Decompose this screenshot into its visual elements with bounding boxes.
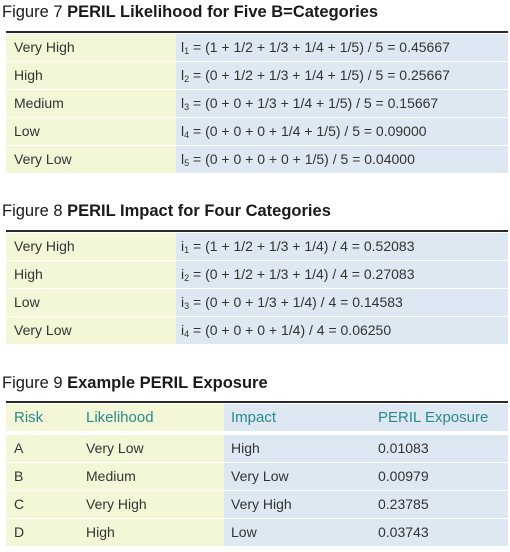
formula-expression: = (1 + 1/2 + 1/3 + 1/4) / 4 = 0.52083 — [189, 238, 415, 254]
right-bg — [224, 519, 508, 546]
formula-symbol: i — [181, 322, 185, 338]
formula — [181, 118, 427, 145]
formula-subscript: 2 — [184, 74, 190, 84]
table-cell: Very High — [86, 496, 147, 512]
left-bg — [6, 519, 224, 546]
formula-expression: = (0 + 0 + 0 + 0 + 1/5) / 5 = 0.04000 — [189, 151, 415, 167]
formula — [181, 233, 414, 260]
table-cell: 0.01083 — [378, 440, 429, 456]
row-label: Low — [14, 294, 40, 310]
table-cell: 0.23785 — [378, 496, 429, 512]
formula-expression: = (0 + 0 + 1/3 + 1/4) / 4 = 0.14583 — [189, 294, 403, 310]
column-header: Impact — [231, 409, 277, 426]
table-row — [6, 463, 508, 491]
table-cell: A — [14, 440, 24, 456]
formula-symbol: l — [181, 67, 185, 83]
table-row — [6, 146, 508, 174]
table-cell: C — [14, 496, 25, 512]
formula-expression: = (0 + 1/2 + 1/3 + 1/4) / 4 = 0.27083 — [189, 266, 415, 282]
column-header: Likelihood — [86, 409, 154, 426]
figure-9-title — [2, 374, 268, 393]
table-row — [6, 90, 508, 118]
table-row — [6, 317, 508, 345]
formula-subscript: 1 — [184, 46, 190, 56]
column-header: PERIL Exposure — [378, 409, 489, 426]
formula — [181, 289, 403, 316]
right-bg — [224, 435, 508, 462]
row-label: Medium — [14, 95, 64, 111]
formula — [181, 90, 438, 117]
formula-expression: = (0 + 0 + 1/3 + 1/4 + 1/5) / 5 = 0.15667 — [189, 95, 439, 111]
formula-subscript: 1 — [184, 245, 190, 255]
figure-8-number: Figure 8 — [2, 202, 63, 220]
figure-8-caption: PERIL Impact for Four Categories — [67, 202, 331, 220]
formula — [181, 146, 415, 173]
formula-subscript: 4 — [184, 329, 190, 339]
figure-8-rule — [6, 230, 508, 232]
table-cell: High — [86, 524, 115, 540]
formula-subscript: 2 — [184, 273, 190, 283]
table-cell: Medium — [86, 468, 136, 484]
formula — [181, 34, 450, 61]
table-cell: 0.03743 — [378, 524, 429, 540]
figure-7-number: Figure 7 — [2, 3, 63, 21]
table-row — [6, 289, 508, 317]
figure-7-rule — [6, 31, 508, 33]
table-row — [6, 435, 508, 463]
formula-expression: = (0 + 1/2 + 1/3 + 1/4 + 1/5) / 5 = 0.25667 — [189, 67, 450, 83]
table-row — [6, 491, 508, 519]
table-row — [6, 118, 508, 146]
formula — [181, 62, 450, 89]
formula-expression: = (1 + 1/2 + 1/3 + 1/4 + 1/5) / 5 = 0.45667 — [189, 39, 450, 55]
formula — [181, 317, 391, 344]
figure-7-title — [2, 3, 378, 22]
formula-symbol: i — [181, 238, 185, 254]
formula-subscript: 3 — [184, 102, 190, 112]
table-cell: 0.00979 — [378, 468, 429, 484]
formula-expression: = (0 + 0 + 0 + 1/4) / 4 = 0.06250 — [189, 322, 392, 338]
formula-subscript: 5 — [184, 158, 190, 168]
figure-7-caption: PERIL Likelihood for Five B=Categories — [67, 3, 379, 21]
table-row — [6, 34, 508, 62]
formula-symbol: l — [181, 95, 185, 111]
formula — [181, 261, 414, 288]
table-cell: D — [14, 524, 25, 540]
figure-8-title — [2, 202, 331, 221]
figure-9-caption: Example PERIL Exposure — [67, 374, 268, 392]
formula-symbol: l — [181, 151, 185, 167]
table-row — [6, 62, 508, 90]
row-label: Very High — [14, 238, 75, 254]
table-cell: Very Low — [86, 440, 144, 456]
row-label: High — [14, 266, 43, 282]
row-label: Low — [14, 123, 40, 139]
row-label: High — [14, 67, 43, 83]
table-cell: Low — [231, 524, 257, 540]
formula-symbol: i — [181, 266, 185, 282]
formula-symbol: i — [181, 294, 185, 310]
figure-9-rule — [6, 401, 508, 403]
table-row — [6, 519, 508, 547]
formula-symbol: l — [181, 39, 185, 55]
column-header: Risk — [14, 409, 44, 426]
formula-symbol: l — [181, 123, 185, 139]
formula-subscript: 3 — [184, 301, 190, 311]
table-row — [6, 261, 508, 289]
formula-subscript: 4 — [184, 130, 190, 140]
table-cell: High — [231, 440, 260, 456]
table-header-row — [6, 404, 508, 432]
table-cell: Very High — [231, 496, 292, 512]
row-label: Very High — [14, 39, 75, 55]
formula-expression: = (0 + 0 + 0 + 1/4 + 1/5) / 5 = 0.09000 — [189, 123, 427, 139]
table-cell: B — [14, 468, 24, 484]
row-label: Very Low — [14, 151, 72, 167]
table-cell: Very Low — [231, 468, 289, 484]
figure-9-number: Figure 9 — [2, 374, 63, 392]
table-row — [6, 233, 508, 261]
row-label: Very Low — [14, 322, 72, 338]
